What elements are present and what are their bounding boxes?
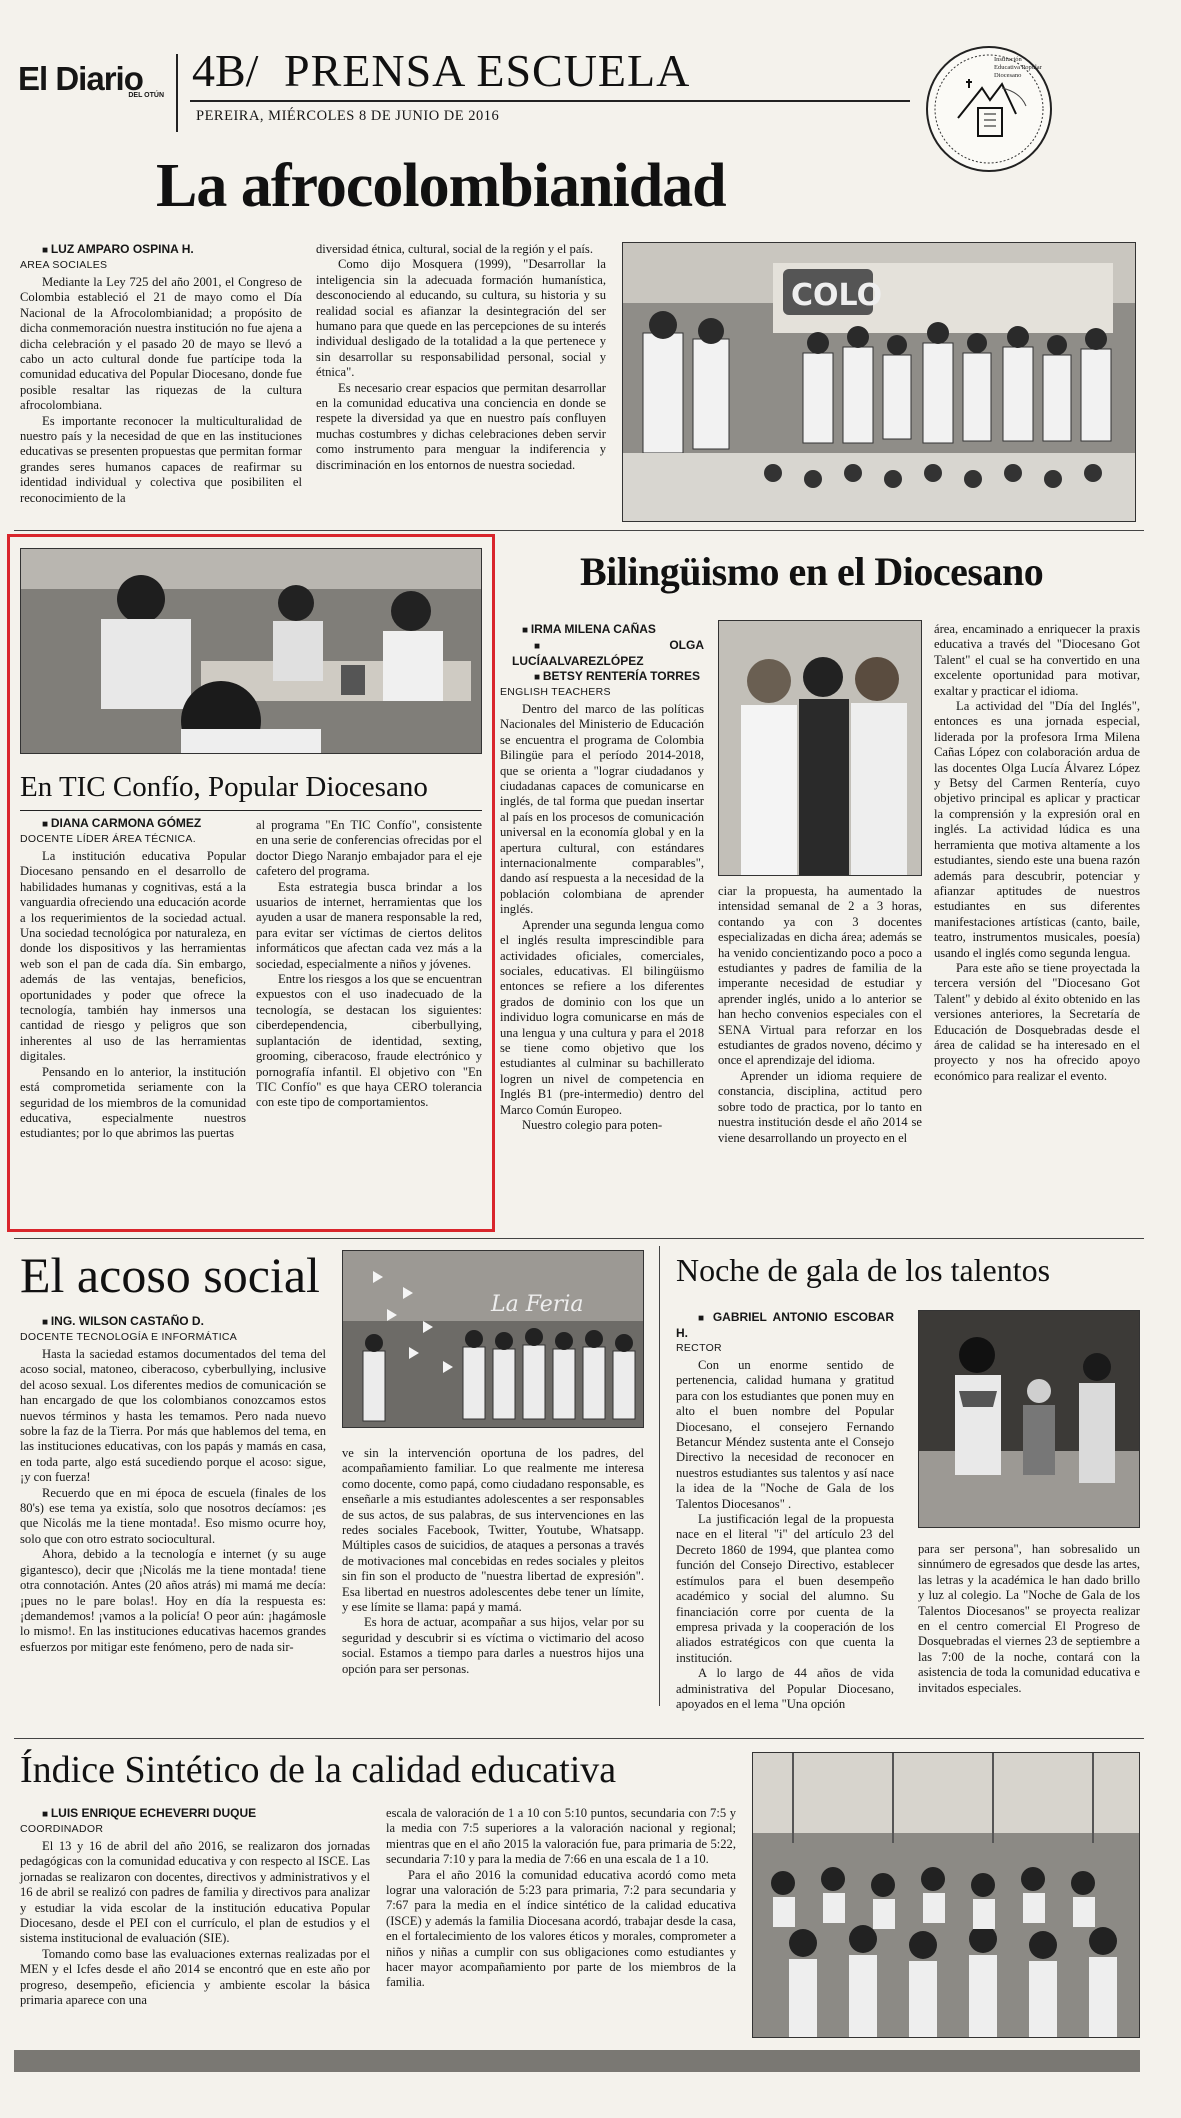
- isce-column-1: [20, 1806, 370, 2008]
- masthead-vrule: [176, 54, 178, 132]
- isce-paragraph: El 13 y 16 de abril del año 2016, se realizaron dos jornadas pedagógicas con la comunidad educativa y con respecto al ISCE. Las jornadas se realizaron con docentes, directivos y administrativos y el 16 de abril se realizó con padres de familia y directivos para analizar y estudiar la vida escolar de la institución educativa Popular Diocesano, desde el PEI con el currículo, el plan de estudios y el sistema institucional de evaluación (SIE).: [20, 1839, 370, 1946]
- afro-paragraph: Es importante reconocer la multiculturalidad de nuestro país y la necesidad de que en las instituciones educativas se presenten propuestas que permitan formar grandes seres humanos capaces de reafirmar su identidad individual y colectiva que posibiliten el reconocimiento de la: [20, 413, 302, 505]
- divider: [20, 810, 482, 811]
- acoso-paragraph: ve sin la intervención oportuna de los padres, del acompañamiento familiar. Lo que realmente me interesa como docente, como papá, como ciudadano responsable, es enseñarle a mis estudiantes adolescentes a ser responsables de sus actos, de sus palabras, de sus intervenciones en las redes sociales Facebook, Twitter, Youtube, Whatsapp. Múltiples casos de suicidios, de ataques a personas a través de motivaciones mal concebidas en redes sociales y pleitos sin fin son el producto de "nuestra libertad de expresión". Esa libertad en nuestros adolescentes debe tener un límite, y ese límite se llama: papá y mamá.: [342, 1446, 644, 1615]
- tic-role: DOCENTE LÍDER ÁREA TÉCNICA.: [20, 833, 196, 845]
- bilingue-paragraph: Para este año se tiene proyectada la tercera versión del "Diocesano Got Talent" y debido al éxito obtenido en las versiones anteriores, la Secretaría de Educación de Dosquebradas desde el área de calidad se ha interesado en el proyecto y nos ha ofrecido apoyo económico para realizar el evento.: [934, 960, 1140, 1083]
- bilingue-paragraph: Nuestro colegio para poten-: [522, 1117, 663, 1132]
- paper-logo: [18, 62, 164, 99]
- isce-role: COORDINADOR: [20, 1823, 104, 1835]
- acoso-photo: [342, 1250, 644, 1428]
- tic-paragraph: Pensando en lo anterior, la institución está comprometida seriamente con la seguridad de los miembros de la comunidad educativa, especialmente nuestros estudiantes; por lo que abrimos las puertas: [20, 1064, 246, 1141]
- gala-author: ■ GABRIEL ANTONIO ESCOBAR H.: [676, 1310, 894, 1341]
- bilingue-author: ■ IRMA MILENA CAÑAS: [500, 622, 704, 638]
- dateline: PEREIRA, MIÉRCOLES 8 DE JUNIO DE 2016: [196, 108, 500, 124]
- gala-column-1: [676, 1310, 894, 1712]
- afro-paragraph: diversidad étnica, cultural, social de la región y el país.: [316, 242, 593, 256]
- gala-paragraph: A lo largo de 44 años de vida administrativa del Popular Diocesano, apoyados en el lema "Una opción: [676, 1666, 894, 1711]
- afro-column-1: [20, 242, 302, 506]
- bilingue-photo: [718, 620, 922, 876]
- bilingue-column-1: [500, 622, 704, 1133]
- afro-banner-text: COLO: [791, 278, 883, 313]
- section-number: 4B/: [192, 45, 259, 96]
- paper-name: El Diario: [18, 60, 143, 97]
- acoso-column-2: [342, 1446, 644, 1677]
- acoso-role: DOCENTE TECNOLOGÍA E INFORMÁTICA: [20, 1331, 238, 1343]
- headline-acoso: El acoso social: [20, 1247, 320, 1303]
- headline-isce: Índice Sintético de la calidad educativa: [20, 1749, 617, 1791]
- school-seal: [926, 46, 1052, 172]
- isce-paragraph: Para el año 2016 la comunidad educativa acordó como meta lograr una valoración de 5:23 para primaria, 7:2 para secundaria y 7:67 para la media en el índice sintético de la calidad educativa (ISCE) y además la familia Diocesana acordó, trabajar desde la casa, en el fortalecimiento de los valores éticos y morales, comprometer a niños y niñas a cumplir con sus obligaciones como estudiantes y hacer mayor acompañamiento por parte de los miembros de la familia.: [386, 1867, 736, 1990]
- gala-paragraph: para ser persona", han sobresalido un sinnúmero de egresados que desde las artes, las letras y la académica le han dado brillo y luz al colegio. La "Noche de Gala de los Talentos Diocesanos" se proyecta realizar en el centro comercial El Progreso de Dosquebradas el viernes 23 de septiembre a las 7:00 de la noche, contará con la asistencia de toda la comunidad educativa e invitados especiales.: [918, 1542, 1140, 1695]
- paper-subname: DEL OTÚN: [128, 92, 164, 99]
- gala-column-2: [918, 1542, 1140, 1696]
- afro-paragraph: Como dijo Mosquera (1999), "Desarrollar la inteligencia sin la adecuada formación humanística, desconociendo al educando, su cultura, su historia y su realidad social es afianzar la desintegración del ser humano para que quede en las percepciones de su interés individual desligado de la totalidad a la que pertenece y sin desarrollar su responsabilidad personal, social y étnica".: [316, 257, 606, 380]
- seal-text: Institución Educativa Popular Diocesano: [994, 56, 1042, 79]
- divider: [14, 1238, 1144, 1239]
- acoso-author: ■ ING. WILSON CASTAÑO D.: [20, 1314, 326, 1330]
- isce-paragraph: escala de valoración de 1 a 10 con 5:10 puntos, secundaria con 7:5 y la media con 7:5 superiores a la valoración nacional y regional; mientras que en el año 2015 la valoración fue, para primaria de 5:22, secundaria 7:10 y para la media de 7:66 en una escala de 1 a 10.: [386, 1806, 736, 1867]
- gala-role: RECTOR: [676, 1342, 722, 1354]
- bilingue-paragraph: Dentro del marco de las políticas Nacionales del Ministerio de Educación se encuentra el programa de Colombia Bilingüe para el período 2014-2018, que se orienta a "lograr ciudadanos y ciudadanas capaces de comunicarse en inglés, de tal forma que puedan insertar al país en los procesos de comunicación universal en la economía global y en la apertura cultural, con estándares internacionalmente comparables", dando así respuesta a la necesidad de la población colombiana de aprender inglés.: [500, 702, 704, 917]
- tic-photo: [20, 548, 482, 754]
- masthead-hrule: [190, 100, 910, 102]
- acoso-column-1: [20, 1314, 326, 1655]
- bilingue-paragraph: área, encaminado a enriquecer la praxis educativa a través del "Diocesano Got Talent" el cual se ha convertido en una excelente oportunidad para motivar, exaltar y practicar el idioma.: [934, 622, 1140, 698]
- bilingue-paragraph: Aprender un idioma requiere de constancia, disciplina, actitud pero sobre todo de practica, por lo tanto en nuestra institución desde el año 2014 se viene desarrollando un proyecto en el: [718, 1068, 922, 1145]
- tic-author: ■ DIANA CARMONA GÓMEZ: [20, 816, 246, 832]
- bilingue-author: ■ BETSY RENTERÍA TORRES: [500, 669, 704, 685]
- tic-column-2: [256, 818, 482, 1111]
- afro-role: AREA SOCIALES: [20, 259, 108, 271]
- bilingue-column-3: [934, 622, 1140, 1084]
- footer-bar: [14, 2050, 1140, 2072]
- divider: [659, 1246, 660, 1706]
- afro-paragraph: Mediante la Ley 725 del año 2001, el Congreso de Colombia estableció el 21 de mayo como el Día Nacional de la Afrocolombianidad; a propósito de dicha conmemoración nuestra institución no fue ajena a dicha celebración y el pasado 20 de mayo se llevó a cabo un acto cultural donde fue partícipe toda la comunidad educativa del Popular Diocesano, donde fue posible resaltar las riquezas de la cultura afrocolombiana.: [20, 275, 302, 413]
- gala-paragraph: La justificación legal de la propuesta nace en el literal "i" del artículo 23 del Decreto 1860 de 1994, que plantea como función del Consejo Directivo, establecer estímulos para el buen desempeño académico y social del alumno. Su financiación corre por cuenta de la empresa privada y la cooperación de los aliados estratégicos con que cuenta la institución.: [676, 1512, 894, 1665]
- bilingue-column-2: [718, 884, 922, 1146]
- bilingue-role: ENGLISH TEACHERS: [500, 686, 611, 698]
- isce-author: ■ LUIS ENRIQUE ECHEVERRI DUQUE: [20, 1806, 370, 1822]
- acoso-paragraph: Es hora de actuar, acompañar a sus hijos, velar por su seguridad y descubrir si es víctima o victimario del acoso social. Estamos a tiempo para darles a nuestros hijos una opción para ser personas.: [342, 1615, 644, 1676]
- acoso-paragraph: Ahora, debido a la tecnología e internet (y su auge gigantesco), decir que ¡Nicolás me la tiene montada! tiene otra connotación. Antes (20 años atrás) mi mamá me decía: ¡pues no le pare bolas!. Hoy en día la respuesta es: ¡demandemos! ¡vamos a la policía! O peor aún: ¡hagámosle lo mismo!. En las instituciones educativas hacemos grandes esfuerzos por mitigar este fenómeno, pero de nada sir-: [20, 1547, 326, 1654]
- afro-author: ■ LUZ AMPARO OSPINA H.: [20, 242, 302, 258]
- tic-paragraph: Entre los riesgos a los que se encuentran expuestos con el uso inadecuado de la tecnología, se destacan los siguientes: ciberdependencia, ciberbullying, suplantación de identidad, sexting, grooming, ciberacoso, fraude electrónico y pornografía infantil. El objetivo con "En TIC Confío" es que haya CERO tolerancia con este tipo de comportamientos.: [256, 972, 482, 1110]
- bilingue-paragraph: Aprender una segunda lengua como el inglés resulta imprescindible para actividades oficiales, comerciales, sociales, educativas. El bilingüismo entonces se refiere a los diferentes grados de dominio con los que un individuo logra comunicarse en más de una lengua y una cultura y para el 2018 se tiene como objetivo que los estudiantes al culminar su bachillerato logren un nivel de competencia en Inglés B1 (pre-intermedio) dentro del Marco Común Europeo.: [500, 917, 704, 1117]
- divider: [14, 1738, 1144, 1739]
- bilingue-paragraph: ciar la propuesta, ha aumentado la intensidad semanal de 2 a 3 horas, contando ya con 3 docentes especializadas en dicha área; además se ha venido concientizando poco a poco a estudiantes y padres de familia de la imperante necesidad de estudiar y aprender inglés, unido a lo anterior se han hecho convenios especiales con el SENA Virtual para reforzar en los estudiantes de grados noveno, décimo y once el aprendizaje del idioma.: [718, 884, 922, 1068]
- headline-gala: Noche de gala de los talentos: [676, 1252, 1051, 1288]
- tic-paragraph: al programa "En TIC Confío", consistente en una serie de conferencias ofrecidas por el doctor Diego Naranjo embajador para el eje cafetero del programa.: [256, 818, 482, 879]
- headline-tic: En TIC Confío, Popular Diocesano: [20, 771, 428, 803]
- gala-photo: [918, 1310, 1140, 1528]
- bilingue-paragraph: La actividad del "Día del Inglés", entonces es una jornada especial, liderada por la profesora Irma Milena Cañas López con colaboración ardua de las docentes Olga Lucía Álvarez López y Betsy del Carmen Rentería, cuyo objetivo principal es aplicar y practicar la comprensión y la expresión oral en inglés. La actividad lúdica es una herramienta que motiva altamente a los estudiantes, siendo este una buena razón además para descubrir, potenciar y afianzar aptitudes de nuestros estudiantes en sus diferentes manifestaciones artísticas (canto, baile, teatro, instrumentos musicales, poesía) usando el inglés como segunda lengua.: [934, 699, 1140, 960]
- isce-photo: [752, 1752, 1140, 2038]
- divider: [14, 530, 1144, 531]
- afro-column-2: [316, 242, 606, 473]
- headline-bilingue: Bilingüismo en el Diocesano: [580, 549, 1044, 594]
- afro-paragraph: Es necesario crear espacios que permitan desarrollar en la comunidad educativa una conciencia en donde se respete la diversidad ya que en nuestro país confluyen muchas costumbres y dichas celebraciones deben servir como instrumento para menguar la indiferencia y discriminación en los entornos de nuestra sociedad.: [316, 380, 606, 472]
- bilingue-author: ■ OLGA LUCÍAALVAREZLÓPEZ: [500, 638, 704, 669]
- isce-paragraph: Tomando como base las evaluaciones externas realizadas por el MEN y el Icfes desde el año 2014 se encontró que en este año por progreso, desempeño, eficiencia y ambiente escolar la básica primaria aparece con una: [20, 1946, 370, 2008]
- acoso-paragraph: Recuerdo que en mi época de escuela (finales de los 80's) ese tema ya existía, solo que nosotros decíamos: ¡es que Nicolás me la tiene montada!. Eso mismo ocurre hoy, solo que con otro estrato sociocultural.: [20, 1485, 326, 1546]
- section-title: PRENSA ESCUELA: [284, 45, 691, 96]
- acoso-mural-text: La Feria: [491, 1292, 584, 1317]
- headline-afro: La afrocolombianidad: [156, 152, 726, 220]
- afro-photo: [622, 242, 1136, 522]
- isce-column-2: [386, 1806, 736, 1991]
- tic-column-1: [20, 816, 246, 1142]
- tic-paragraph: Esta estrategia busca brindar a los usuarios de internet, herramientas que los ayuden a usar de manera responsable la red, para evitar ser víctimas de ciertos delitos informáticos que afectan cada vez más a la sociedad, especialmente a niños y jóvenes.: [256, 879, 482, 971]
- tic-paragraph: La institución educativa Popular Diocesano pensando en el desarrollo de habilidades humanas y cognitivas, está a la vanguardia ofreciendo una educación acorde a los requerimientos de la sociedad actual. Una sociedad tecnológica por naturaleza, en donde los dispositivos y las herramientas web son el pan de cada día. Sin embargo, además de las ventajas, beneficios, oportunidades y poder que ofrece la tecnología, también hay inmersos una cantidad de riesgo y peligros que son inherentes al uso de las herramientas digitales.: [20, 849, 246, 1064]
- gala-paragraph: Con un enorme sentido de pertenencia, calidad humana y gratitud para con los estudiantes que ponen muy en alto el buen nombre del Popular Diocesano, el consejero Fernando Betancur Méndez sustenta ante el Consejo Directivo la necesidad de reconocer en nuestros estudiantes sus talentos y así nace la idea de la "Noche de Gala de los Talentos Diocesanos" .: [676, 1358, 894, 1511]
- acoso-paragraph: Hasta la saciedad estamos documentados del tema del acoso social, matoneo, ciberacoso, cyberbullying, inclusive del acoso sexual. Los diferentes medios de comunicación se han encargado de que los colombianos conozcamos estos nuevos términos y hasta les temamos. Pero nada nuevo sobre la faz de la Tierra. Por más que hablemos del tema, en las instituciones educativas, con los papás y mamás en casa, en toda parte, algo está sucediendo porque el acoso: sigue, ¡y con fuerza!: [20, 1347, 326, 1485]
